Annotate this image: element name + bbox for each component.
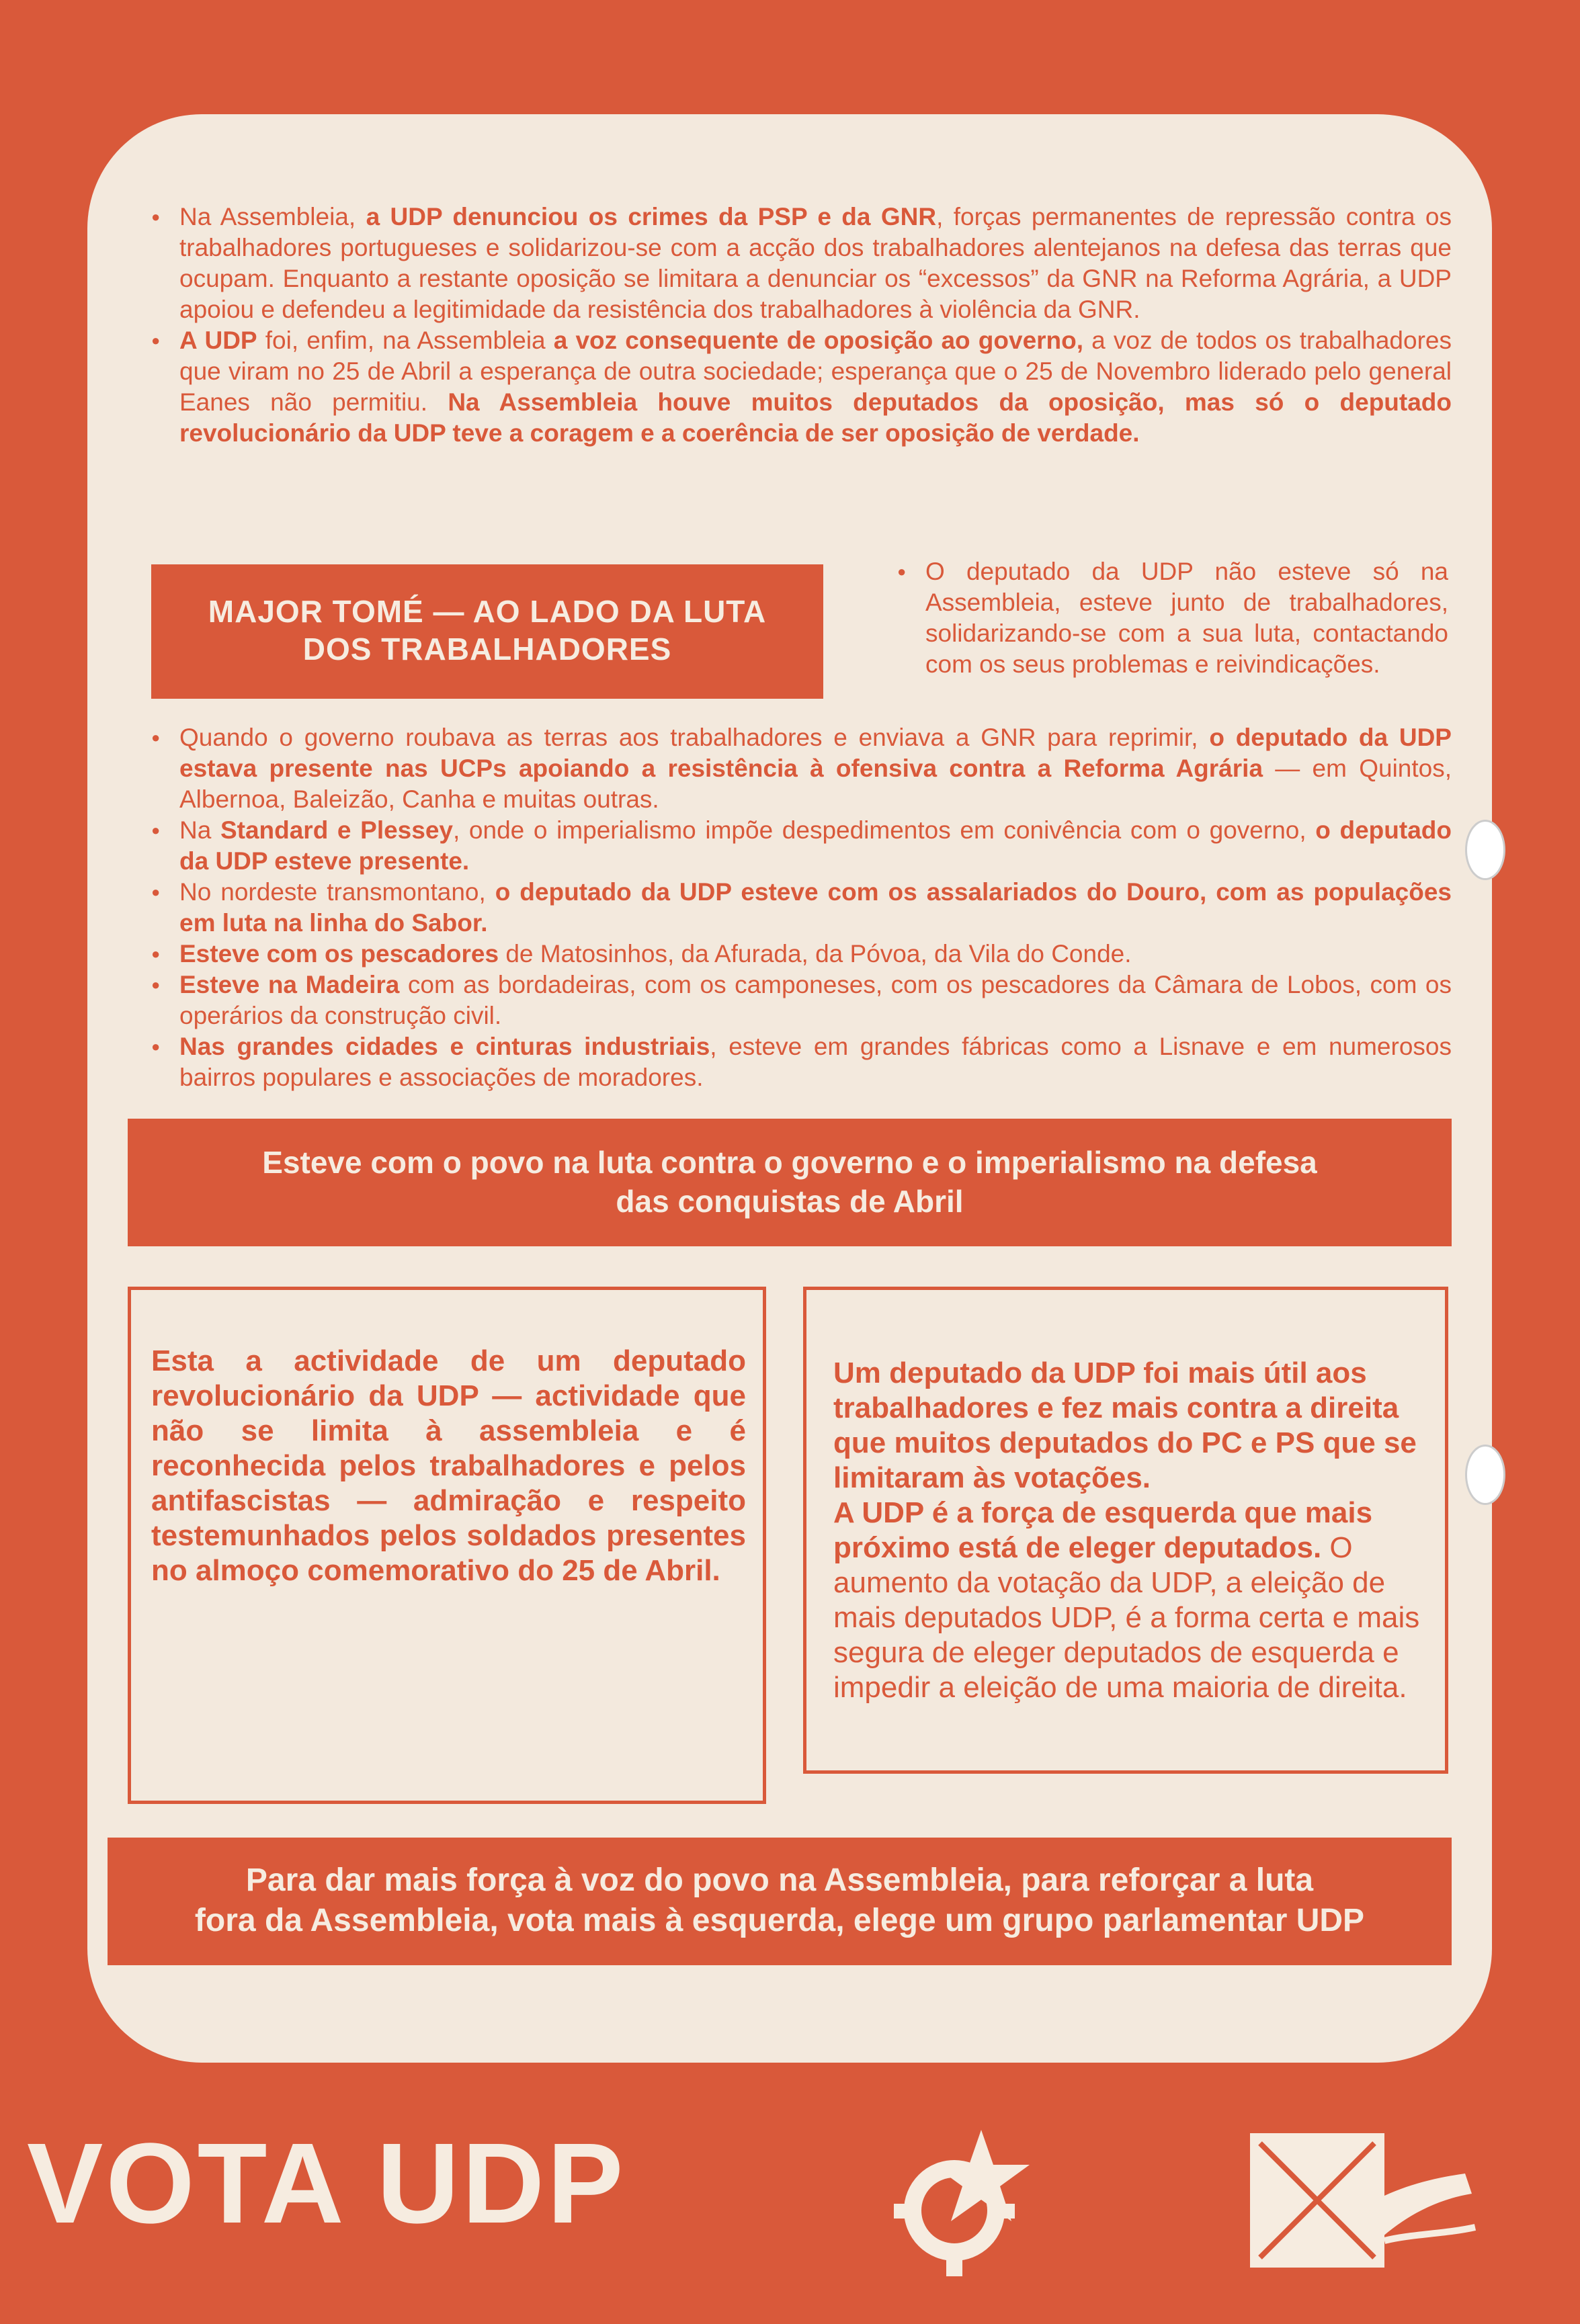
bullet-item <box>151 722 1452 815</box>
banner-middle-line1: Esteve com o povo na luta contra o governo e o imperialismo na defesa <box>262 1145 1317 1180</box>
bullet-text: a voz de todos os trabalhadores que viram no 25 de Abril a esperança de outra sociedade; esperança que o 25 de Novembro liderado pelo general Eanes não permitiu. <box>179 327 1452 416</box>
punch-hole <box>1465 1445 1505 1505</box>
vote-udp-slogan: VOTA UDP <box>27 2120 626 2247</box>
bullet-text: Quando o governo roubava as terras aos trabalhadores e enviava a GNR para reprimir, <box>179 724 1210 751</box>
bullet-text: , forças permanentes de repressão contra os trabalhadores portugueses e solidarizou-se com a acção dos trabalhadores alentejanos na defesa das terras que ocupam. Enquanto a restante oposição se limitara a denunciar os “excessos” da GNR na Reforma Agrária, a UDP apoiou e defendeu a legitimidade da resistência dos trabalhadores à violência da GNR. <box>179 203 1452 323</box>
right-box <box>803 1287 1448 1774</box>
bullet-text: No nordeste transmontano, <box>179 878 495 906</box>
ballot-cross-icon <box>1243 2120 1485 2281</box>
left-box <box>128 1287 766 1804</box>
bullet-item <box>151 815 1452 877</box>
bullet-bold-text: Esteve na Madeira <box>179 971 400 998</box>
bullet-bold-text: A UDP <box>179 327 257 354</box>
bullet-item <box>151 970 1452 1031</box>
bullet-item <box>151 1031 1452 1093</box>
banner-bottom <box>108 1838 1452 1965</box>
bullet-item <box>151 877 1452 939</box>
major-tome-header <box>151 564 823 699</box>
action-bullets <box>151 722 1452 1093</box>
bullet-text: Na <box>179 816 220 844</box>
bullet-bold-text: Standard e Plessey <box>220 816 453 844</box>
banner-bottom-line1: Para dar mais força à voz do povo na Assembleia, para reforçar a luta <box>245 1862 1314 1898</box>
bullet-bold-text: Esteve com os pescadores <box>179 940 499 967</box>
banner-middle-line2: das conquistas de Abril <box>616 1184 964 1219</box>
bullet-item <box>151 325 1452 449</box>
bullet-bold-text: a UDP denunciou os crimes da PSP e da GNR <box>366 203 937 230</box>
bullet-bold-text: o deputado da UDP esteve com os assalariados do Douro, com as populações em luta na linha do Sabor. <box>179 878 1452 937</box>
left-box-text: Esta a actividade de um deputado revolucionário da UDP — actividade que não se limita à assembleia e é reconhecida pelos trabalhadores e pelos antifascistas — admiração e respeito testemunhados pelos soldados presentes no almoço comemorativo do 25 de Abril. <box>151 1344 746 1587</box>
bullet-item <box>151 939 1452 970</box>
punch-hole <box>1465 820 1505 880</box>
right-box-bold: Um deputado da UDP foi mais útil aos trabalhadores e fez mais contra a direita que muitos deputados do PC e PS que se limitaram às votações. A UDP é a força de esquerda que mais próximo está de eleger deputados. <box>833 1357 1417 1564</box>
bullet-bold-text: Nas grandes cidades e cinturas industriais <box>179 1033 710 1060</box>
major-tome-header-line1: MAJOR TOMÉ — AO LADO DA LUTA <box>208 594 767 629</box>
bullet-text: Na Assembleia, <box>179 203 366 230</box>
major-tome-header-line2: DOS TRABALHADORES <box>302 632 672 666</box>
intro-bullets <box>151 202 1452 449</box>
bullet-bold-text: o deputado da UDP estava presente nas UCPs apoiando a resistência à ofensiva contra a Reforma Agrária <box>179 724 1452 782</box>
bullet-text: , esteve em grandes fábricas como a Lisnave e em numerosos bairros populares e associações de moradores. <box>179 1033 1452 1091</box>
star-gear-logo-icon <box>880 2123 1042 2278</box>
right-box-normal: O aumento da votação da UDP, a eleição de mais deputados UDP, é a forma certa e mais segura de eleger deputados de esquerda e impedir a eleição de uma maioria de direita. <box>833 1531 1420 1704</box>
bullet-text: foi, enfim, na Assembleia <box>257 327 554 354</box>
side-bullet: ● O deputado da UDP não esteve só na Assembleia, esteve junto de trabalhadores, solidarizando-se com a sua luta, contactando com os seus problemas e reivindicações. <box>897 556 1448 680</box>
bullet-text: com as bordadeiras, com os camponeses, com os pescadores da Câmara de Lobos, com os operários da construção civil. <box>179 971 1452 1029</box>
bullet-bold-text: Na Assembleia houve muitos deputados da oposição, mas só o deputado revolucionário da UDP teve a coragem e a coerência de ser oposição de verdade. <box>179 388 1452 447</box>
banner-bottom-line2: fora da Assembleia, vota mais à esquerda, elege um grupo parlamentar UDP <box>194 1903 1365 1938</box>
bullet-text: de Matosinhos, da Afurada, da Póvoa, da Vila do Conde. <box>499 940 1132 967</box>
bullet-text: , onde o imperialismo impõe despedimentos em conivência com o governo, <box>453 816 1316 844</box>
bullet-bold-text: o deputado da UDP esteve presente. <box>179 816 1452 875</box>
bullet-bold-text: a voz consequente de oposição ao governo, <box>553 327 1084 354</box>
right-box-content <box>833 1344 1425 1705</box>
bullet-item <box>151 202 1452 325</box>
bullet-text: — em Quintos, Albernoa, Baleizão, Canha e muitas outras. <box>179 755 1452 813</box>
banner-middle <box>128 1119 1452 1246</box>
